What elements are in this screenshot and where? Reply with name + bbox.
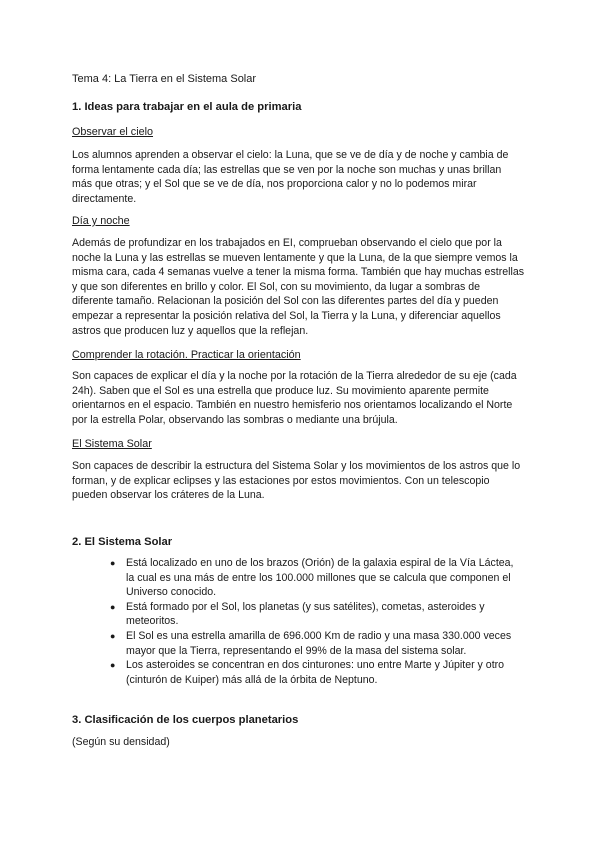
subsection-rotacion-title: Comprender la rotación. Practicar la orientación	[72, 349, 301, 361]
subsection-observar-title: Observar el cielo	[72, 126, 154, 138]
bullet-text: Los asteroides se concentran en dos cinturones: uno entre Marte y Júpiter y otro (cinturón de Kuiper) más allá de la órbita de Neptuno.	[126, 659, 505, 686]
section-2-heading: 2. El Sistema Solar	[72, 536, 173, 548]
bullet-icon: ●	[110, 558, 116, 568]
bullet-icon: ●	[110, 630, 116, 641]
subsection-dia-noche-title: Día y noche	[72, 215, 130, 227]
sistema-solar-bullet-list	[72, 556, 527, 687]
subsection-sistema-solar-text: Son capaces de describir la estructura del Sistema Solar y los movimientos de los astros que lo forman, y de explicar eclipses y las estaciones por estos movimientos. Con un telescopio pueden observar los cráteres de la Luna.	[72, 460, 521, 502]
bullet-text: El Sol es una estrella amarilla de 696.000 Km de radio y una masa 330.000 veces mayor que la Tierra, representando el 99% de la masa del sistema solar.	[126, 629, 512, 657]
subsection-observar-text: Los alumnos aprenden a observar el cielo: la Luna, que se ve de día y de noche y cambia de forma lentamente cada día; las estrellas que se ven por la noche son muchas y unas brillan más que otras; y el Sol que se ve de día, nos proporciona calor y no lo podemos mirar directamente.	[72, 149, 509, 205]
bullet-text: Está formado por el Sol, los planetas (y sus satélites), cometas, asteroides y meteoritos.	[126, 600, 485, 628]
list-item	[72, 600, 524, 629]
bullet-text: Está localizado en uno de los brazos (Orión) de la galaxia espiral de la Vía Láctea, la cual es una más de entre los 100.000 millones que se calcula que componen el Universo conocido.	[126, 557, 514, 599]
document-title: Tema 4: La Tierra en el Sistema Solar	[72, 73, 257, 85]
bullet-icon: ●	[110, 660, 116, 671]
subsection-rotacion-text: Son capaces de explicar el día y la noche por la rotación de la Tierra alrededor de su eje (cada 24h). Saben que el Sol es una estrella que produce luz. Su movimiento aparente permite orientarnos en el espacio. También en nuestro hemisferio nos orientamos localizando el Norte por la estrella Polar, observando las sombras o mediante una brújula.	[72, 370, 517, 426]
list-item	[72, 629, 524, 658]
list-item	[72, 556, 524, 600]
subsection-dia-noche-text: Además de profundizar en los trabajados en EI, comprueban observando el cielo que por la noche la Luna y las estrellas se mueven lentamente y que la Luna, de la que siempre vemos la misma cara, cada 4 semanas vuelve a tener la misma forma. También que hay muchas estrellas y que son diferentes en brillo y color. El Sol, con su movimiento, da lugar a sombras de diferente tamaño. Relacionan la posición del Sol con las diferentes partes del día y pueden empezar a representar la posición relativa del Sol, la Tierra y la Luna, y diferenciar aquellos astros que producen luz y aquellos que la reflejan.	[72, 237, 525, 337]
bullet-icon: ●	[110, 601, 116, 612]
section-3-note: (Según su densidad)	[72, 736, 170, 748]
list-item	[72, 658, 524, 687]
section-1-heading: 1. Ideas para trabajar en el aula de primaria	[72, 101, 302, 113]
section-3-heading: 3. Clasificación de los cuerpos planetarios	[72, 714, 299, 726]
subsection-sistema-solar-title: El Sistema Solar	[72, 438, 152, 450]
